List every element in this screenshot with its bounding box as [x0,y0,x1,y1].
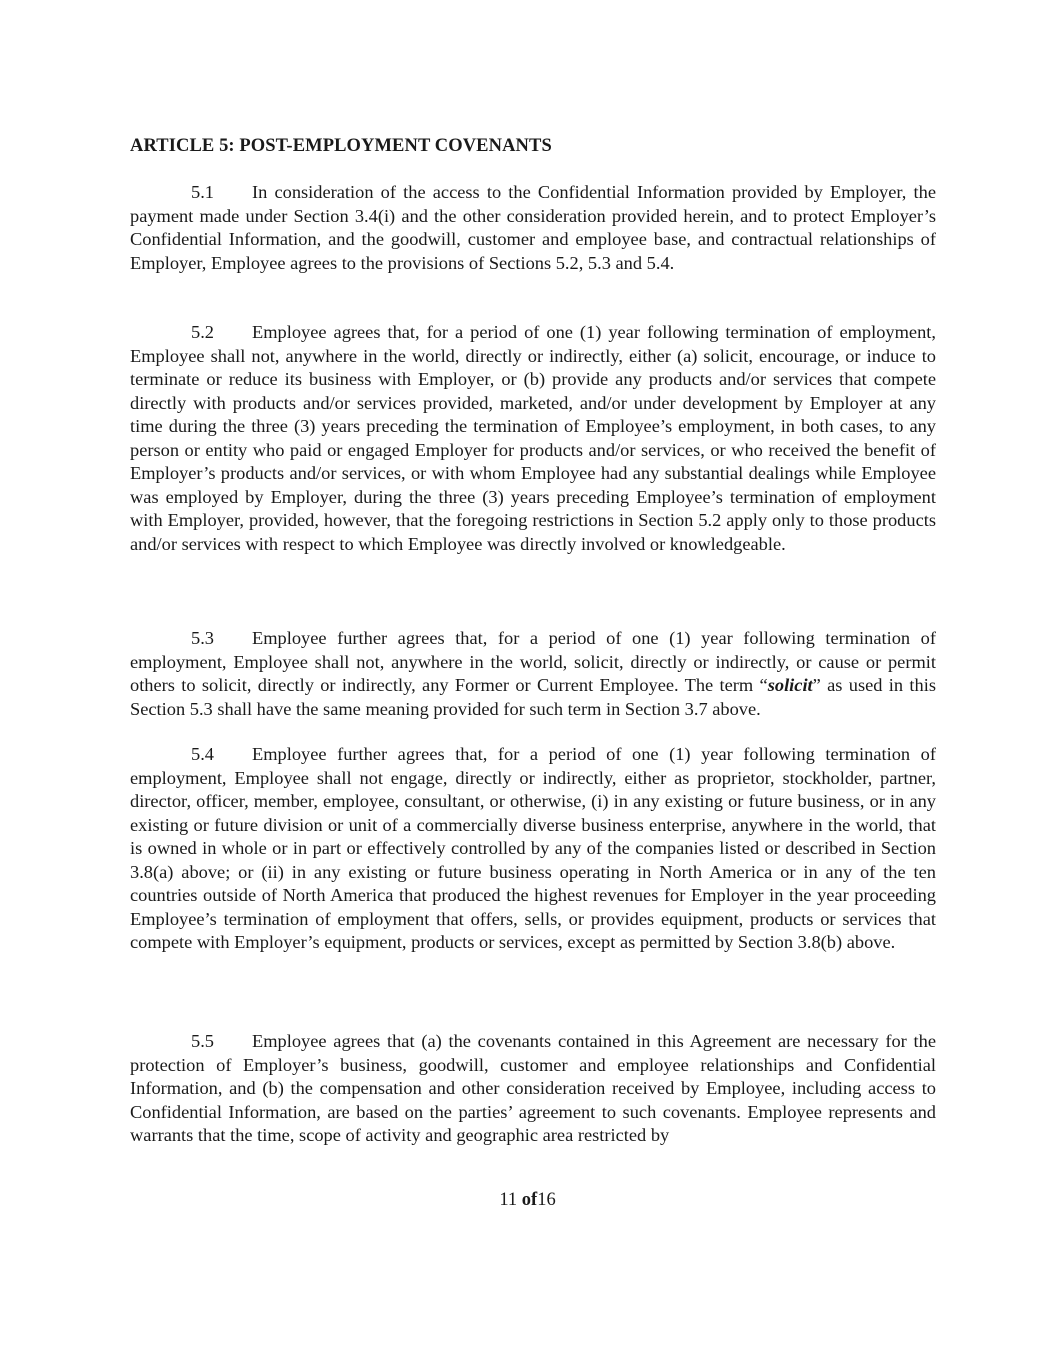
total-pages: 16 [537,1190,556,1210]
article-heading: ARTICLE 5: POST-EMPLOYMENT COVENANTS [130,136,552,156]
section-text: Employee agrees that (a) the covenants contained in this Agreement are necessary for the protection of Employer’s business, goodwill, customer and employee relationships and Confidential Information, and (b) the compensation and other consideration received by Employee, including access to Confidential Information, are based on the parties’ agreement to such covenants. Employee represents and warrants that the time, scope of activity and geographic area restricted by [130,1031,936,1145]
section-5-3 [130,627,936,721]
current-page: 11 [499,1190,518,1210]
section-number: 5.4 [191,744,214,764]
page-of-label: of [521,1190,538,1210]
section-text: Employee agrees that, for a period of one (1) year following termination of employment, Employee shall not, anywhere in the world, directly or indirectly, either (a) solicit, encourage, or induce to terminate or reduce its business with Employer, or (b) provide any products and/or services that compete directly with products and/or services provided, marketed, and/or under development by Employer at any time during the three (3) years preceding the termination of Employee’s employment, in both cases, to any person or entity who paid or engaged Employer for products and/or services, or who received the benefit of Employer’s products and/or services, or with whom Employee had any substantial dealings while Employee was employed by Employer, during the three (3) years preceding Employee’s termination of employment with Employer, provided, however, that the foregoing restrictions in Section 5.2 apply only to those products and/or services with respect to which Employee was directly involved or knowledgeable. [130,322,936,554]
section-number: 5.3 [191,628,214,648]
defined-term: solicit [767,675,813,695]
section-text-continued: ” as used in this Section 5.3 shall have the same meaning provided for such term in Section 3.7 above. [130,675,936,719]
section-5-4 [130,743,936,955]
section-text: In consideration of the access to the Confidential Information provided by Employer, the payment made under Section 3.4(i) and the other consideration provided herein, and to protect Employer’s Confidential Information, and the goodwill, customer and employee base, and contractual relationships of Employer, Employee agrees to the provisions of Sections 5.2, 5.3 and 5.4. [130,182,936,273]
section-number: 5.2 [191,322,214,342]
section-text: Employee further agrees that, for a period of one (1) year following termination of employment, Employee shall not, anywhere in the world, solicit, directly or indirectly, or cause or permit others to solicit, directly or indirectly, any Former or Current Employee. The term “ [130,628,936,695]
section-5-5 [130,1030,936,1148]
section-5-2 [130,321,936,556]
section-number: 5.1 [191,182,214,202]
section-text: Employee further agrees that, for a period of one (1) year following termination of employment, Employee shall not engage, directly or indirectly, either as proprietor, stockholder, partner, director, officer, member, employee, consultant, or otherwise, (i) in any existing or future business, or in any existing or future division or unit of a commercially diverse business enterprise, anywhere in the world, that is owned in whole or in part or effectively controlled by any of the companies listed or described in Section 3.8(a) above; or (ii) in any existing or future business operating in North America or in any of the ten countries outside of North America that produced the highest revenues for Employer in the year proceeding Employee’s termination of employment that offers, sells, or provides equipment, products or services that compete with Employer’s equipment, products or services, except as permitted by Section 3.8(b) above. [130,744,936,952]
section-5-1 [130,181,936,275]
section-number: 5.5 [191,1031,214,1051]
page-number-footer [0,1190,1055,1211]
